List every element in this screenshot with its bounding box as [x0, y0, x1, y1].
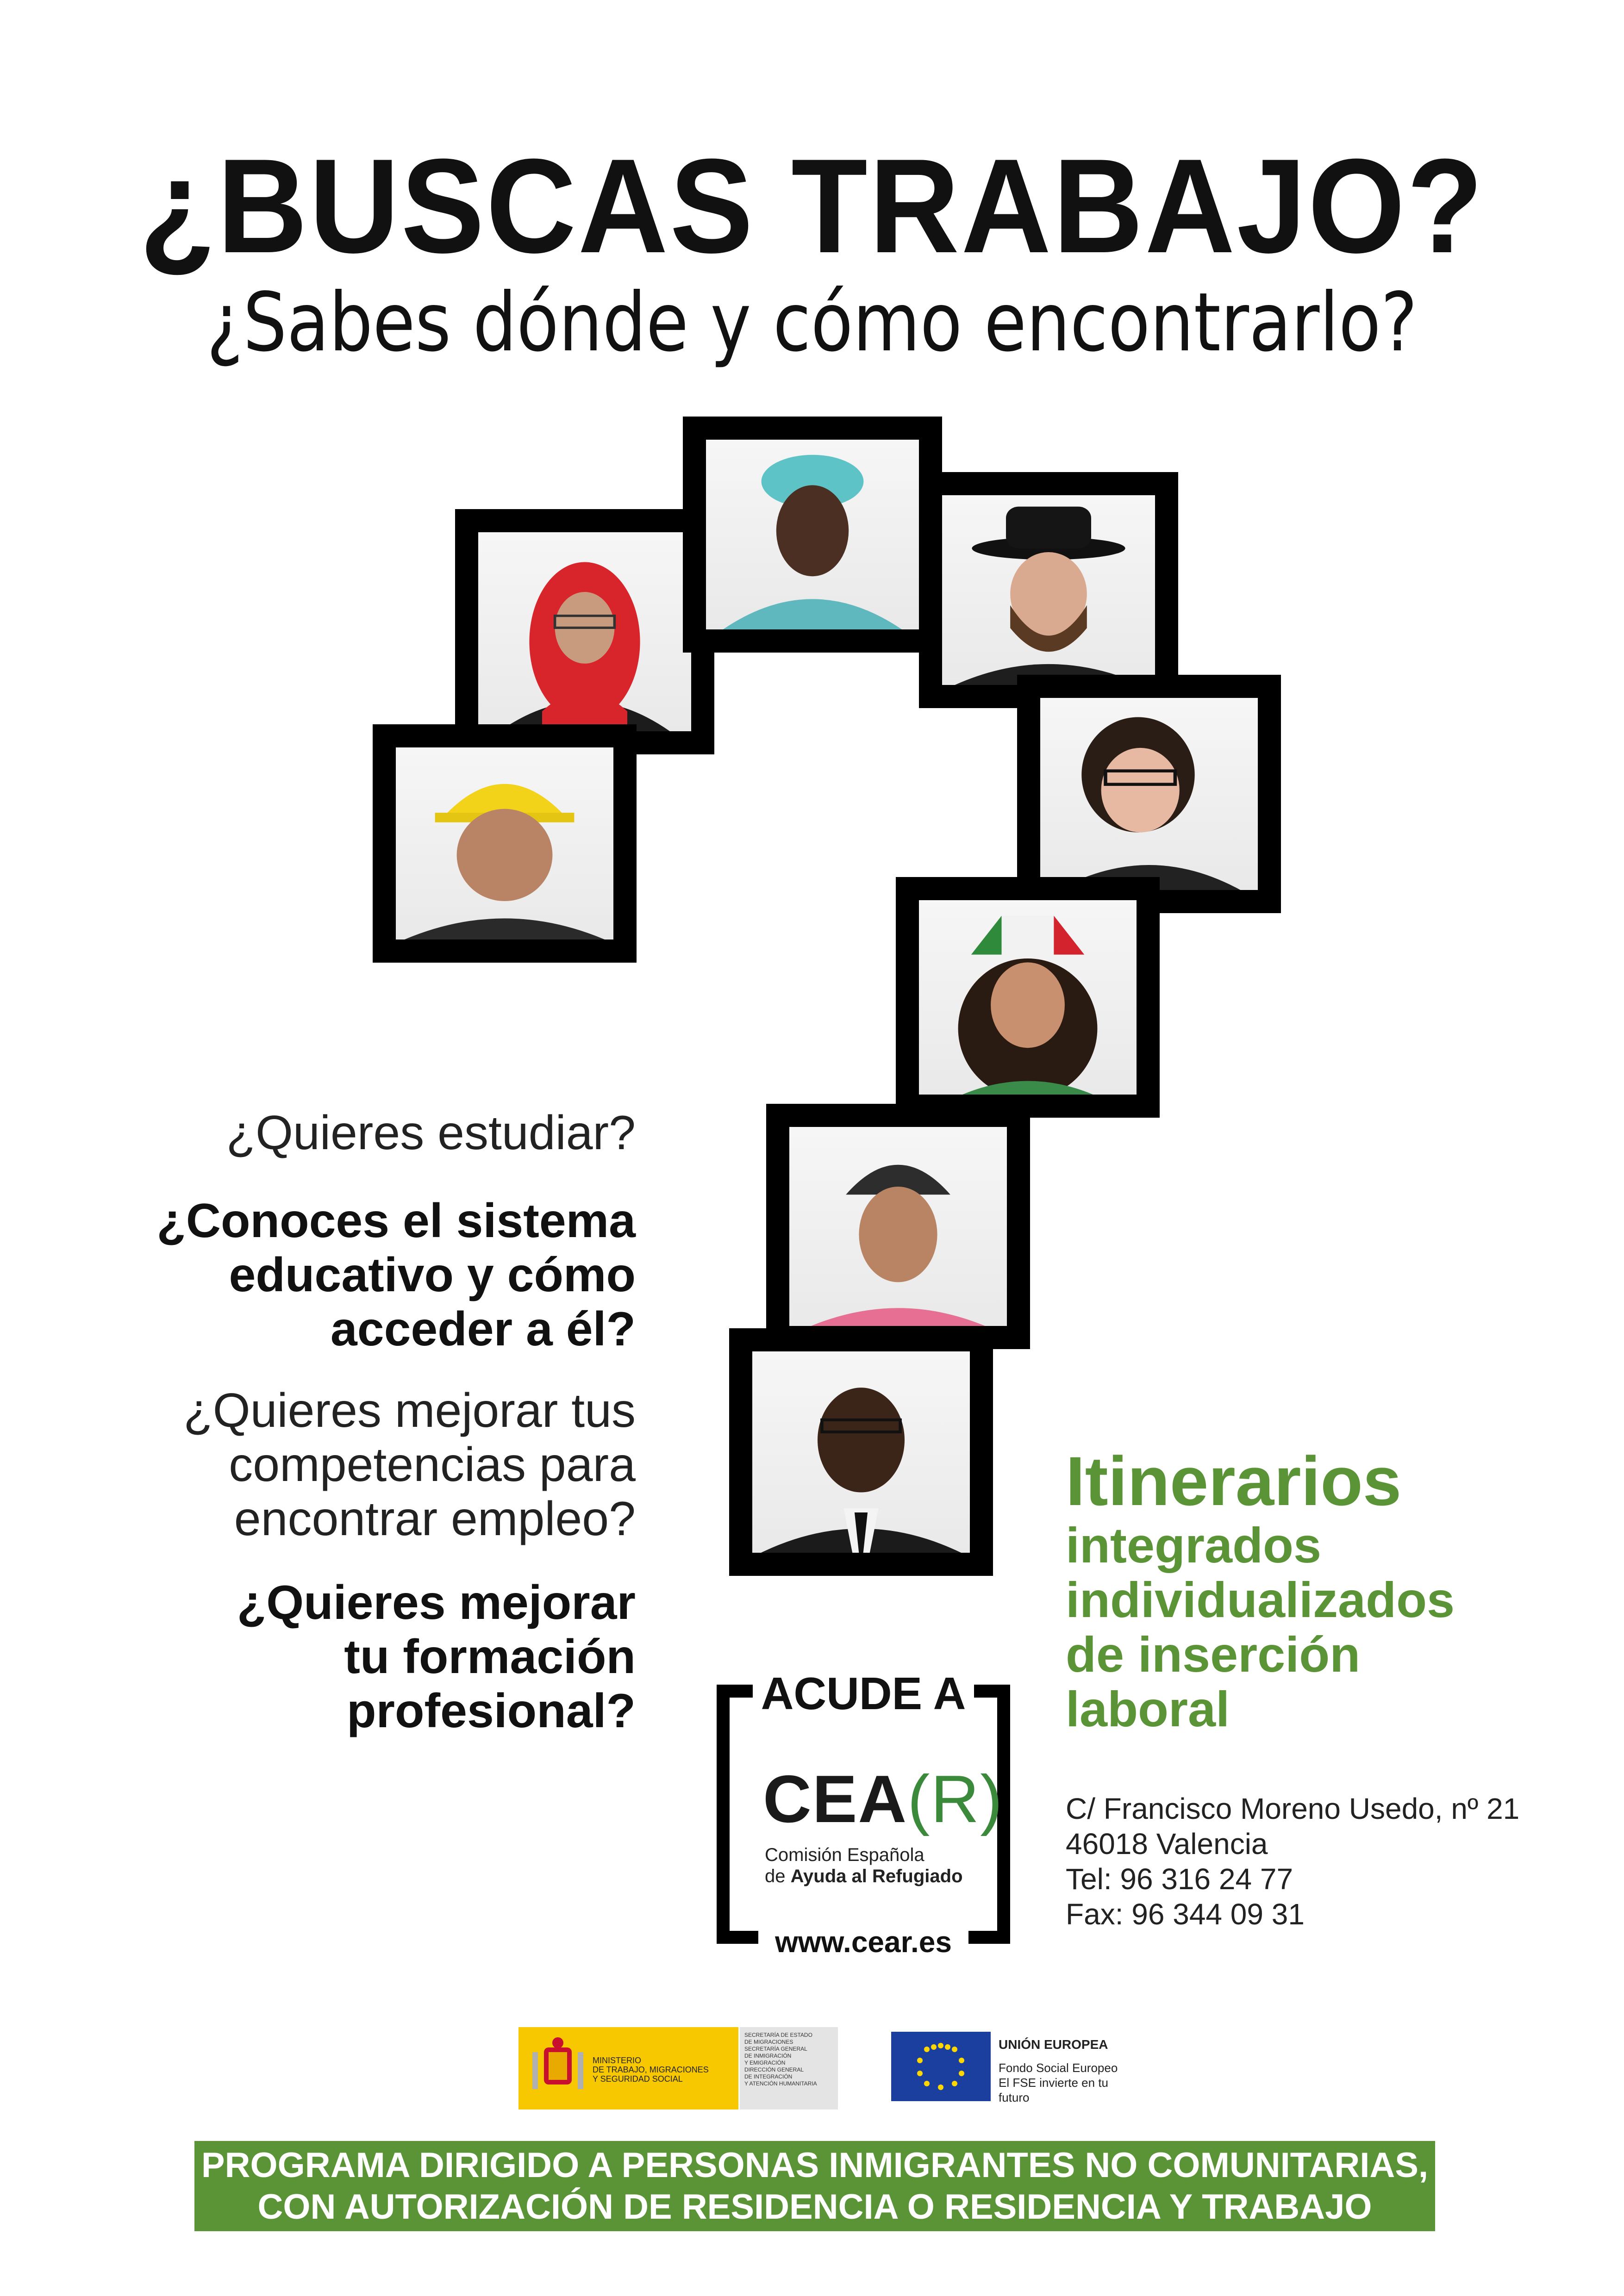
- photo-frame-hard-hat: [373, 724, 637, 963]
- photo-woman-headset: [1040, 698, 1258, 890]
- question-formacion: ¿Quieres mejorar tu formación profesional?: [237, 1576, 636, 1738]
- program-eligibility-bar: [194, 2141, 1435, 2231]
- address-tel: Tel: 96 316 24 77: [1066, 1862, 1293, 1896]
- cear-org-name: Comisión Española de Ayuda al Refugiado: [765, 1845, 963, 1886]
- coat-of-arms-icon: [528, 2034, 588, 2103]
- address-street: C/ Francisco Moreno Usedo, nº 21: [1066, 1792, 1520, 1825]
- photo-frame-black-hat: [919, 472, 1178, 708]
- question-estudiar: ¿Quieres estudiar?: [226, 1106, 636, 1160]
- cear-url[interactable]: www.cear.es: [768, 1925, 958, 1959]
- photo-woman-hard-hat: [396, 747, 613, 940]
- program-line: laboral: [1066, 1681, 1230, 1737]
- eligibility-line-1: PROGRAMA DIRIGIDO A PERSONAS INMIGRANTES NO COMUNITARIAS,: [201, 2146, 1429, 2185]
- eu-logo: [891, 2032, 1123, 2106]
- eu-flag-icon: [891, 2032, 991, 2101]
- photo-man-black-hat: [942, 495, 1155, 685]
- photo-woman-italian-flag-hat: [919, 900, 1137, 1095]
- photo-frame-bike-helmet: [766, 1104, 1030, 1349]
- headline: ¿BUSCAS TRABAJO?: [139, 131, 1485, 281]
- contact-address: [1066, 1791, 1519, 1932]
- photo-frame-suit: [729, 1328, 993, 1576]
- ministry-logo: MINISTERIO DE TRABAJO, MIGRACIONES Y SEGURIDAD SOCIAL SECRETARÍA DE ESTADO DE MIGRACIONES SECRETARÍA GENERAL DE INMIGRACIÓN Y EMIGRACIÓN DIRECCIÓN GENERAL DE INTEGRACIÓN Y ATENCIÓN HUMANITARIA: [518, 2027, 838, 2109]
- program-line: integrados: [1066, 1517, 1322, 1573]
- cear-logo-box: [717, 1668, 1010, 1959]
- photo-woman-surgical-cap: [706, 440, 919, 629]
- eu-fund: Fondo Social Europeo: [999, 2061, 1118, 2075]
- question-competencias: ¿Quieres mejorar tus competencias para encontrar empleo?: [183, 1384, 636, 1546]
- address-city: 46018 Valencia: [1066, 1827, 1268, 1860]
- photo-frame-flag-hat: [896, 877, 1160, 1118]
- program-title-block: [1066, 1444, 1455, 1736]
- program-line: de inserción: [1066, 1626, 1361, 1682]
- photo-woman-bike-helmet: [789, 1127, 1007, 1326]
- bracket-left: [717, 1685, 758, 1944]
- cear-logo: CEA(R): [763, 1761, 1004, 1836]
- subheadline: ¿Sabes dónde y cómo encontrarlo?: [206, 276, 1418, 370]
- address-fax: Fax: 96 344 09 31: [1066, 1898, 1305, 1931]
- eligibility-line-2: CON AUTORIZACIÓN DE RESIDENCIA O RESIDENCIA Y TRABAJO: [257, 2187, 1372, 2227]
- program-title: Itinerarios: [1066, 1442, 1402, 1520]
- eu-title: UNIÓN EUROPEA: [999, 2037, 1108, 2052]
- photo-man-suit-tie: [752, 1351, 970, 1553]
- eu-motto: El FSE invierte en tu futuro: [999, 2076, 1108, 2104]
- acude-label: ACUDE A: [753, 1668, 974, 1719]
- program-line: individualizados: [1066, 1572, 1455, 1628]
- photo-woman-red-hijab: [478, 532, 691, 731]
- photo-frame-hijab: [455, 509, 714, 754]
- photo-frame-surgical-cap: [683, 417, 942, 653]
- question-sistema-educativo: ¿Conoces el sistema educativo y cómo acceder a él?: [156, 1194, 636, 1356]
